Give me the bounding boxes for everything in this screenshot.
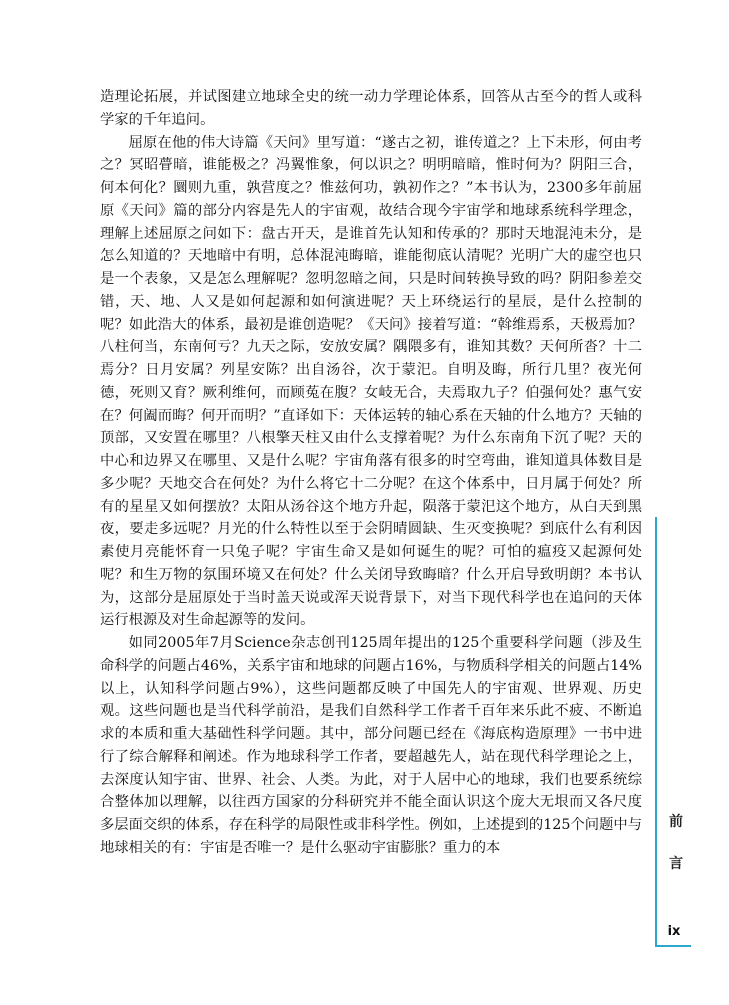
paragraph: 如同2005年7月Science杂志创刊125周年提出的125个重要科学问题（涉及生命科学的问题占46%，关系宇宙和地球的问题占16%，与物质科学相关的问题占14%以上，认知科学问题占9%），这些问题都反映了中国先人的宇宙观、世界观、历史观。这些问题也是当代科学前沿，是我们自然科学工作者千百年来乐此不疲、不断追求的本质和重大基础性科学问题。其中，部分问题已经在《海底构造原理》一书中进行了综合解释和阐述。作为地球科学工作者，要超越先人，站在现代科学理论之上，去深度认知宇宙、世界、社会、人类。为此，对于人居中心的地球，我们也要系统综合整体加以理解，以往西方国家的分科研究并不能全面认识这个庞大无垠而又各尺度多层面交织的体系，存在科学的局限性或非科学性。例如，上述提到的125个问题中与地球相关的有：宇宙是否唯一？是什么驱动宇宙膨胀？重力的本 xyxy=(100,635,642,856)
margin-rule xyxy=(655,517,657,935)
body-text xyxy=(100,86,642,860)
paragraph: 造理论拓展，并试图建立地球全史的统一动力学理论体系，回答从古至今的哲人或科学家的千年追问。 xyxy=(100,89,642,128)
page-number: ix xyxy=(655,917,691,947)
chapter-label-char: 前 xyxy=(669,814,683,830)
chapter-label-char: 言 xyxy=(669,856,683,872)
paragraph: 屈原在他的伟大诗篇《天问》里写道：“遂古之初，谁传道之？上下未形，何由考之？冥昭瞢暗，谁能极之？冯翼惟象，何以识之？明明暗暗，惟时何为？阴阳三合，何本何化？圜则九重，孰营度之？惟兹何功，孰初作之？”本书认为，2300多年前屈原《天问》篇的部分内容是先人的宇宙观，故结合现今宇宙学和地球系统科学理念，理解上述屈原之问如下：盘古开天，是谁首先认知和传承的？那时天地混沌未分，是怎么知道的？天地暗中有明，总体混沌晦暗，谁能彻底认清呢？光明广大的虚空也只是一个表象，又是怎么理解呢？忽明忽暗之间，只是时间转换导致的吗？阴阳参差交错，天、地、人又是如何起源和如何演进呢？天上环绕运行的星辰，是什么控制的呢？如此浩大的体系，最初是谁创造呢？《天问》接着写道：“斡维焉系，天极焉加？八柱何当，东南何亏？九天之际，安放安属？隅隈多有，谁知其数？天何所沓？十二焉分？日月安属？列星安陈？出自汤谷，次于蒙汜。自明及晦，所行几里？夜光何德，死则又育？厥利维何，而顾菟在腹？女岐无合，夫焉取九子？伯强何处？惠气安在？何阖而晦？何开而明？”直译如下：天体运转的轴心系在天轴的什么地方？天轴的顶部，又安置在哪里？八根擎天柱又由什么支撑着呢？为什么东南角下沉了呢？天的中心和边界又在哪里、又是什么呢？宇宙角落有很多的时空弯曲，谁知道具体数目是多少呢？天地交合在何处？为什么将它十二分呢？在这个体系中，日月属于何处？所有的星星又如何摆放？太阳从汤谷这个地方升起，陨落于蒙汜这个地方，从白天到黑夜，要走多远呢？月光的什么特性以至于会阴晴圆缺、生灭变换呢？到底什么有利因素使月亮能怀育一只兔子呢？宇宙生命又是如何诞生的呢？可怕的瘟疫又起源何处呢？和生万物的氛围环境又在何处？什么关闭导致晦暗？什么开启导致明朗？本书认为，这部分是屈原处于当时盖天说或浑天说背景下，对当下现代科学也在追问的天体运行根源及对生命起源等的发问。 xyxy=(100,134,642,629)
